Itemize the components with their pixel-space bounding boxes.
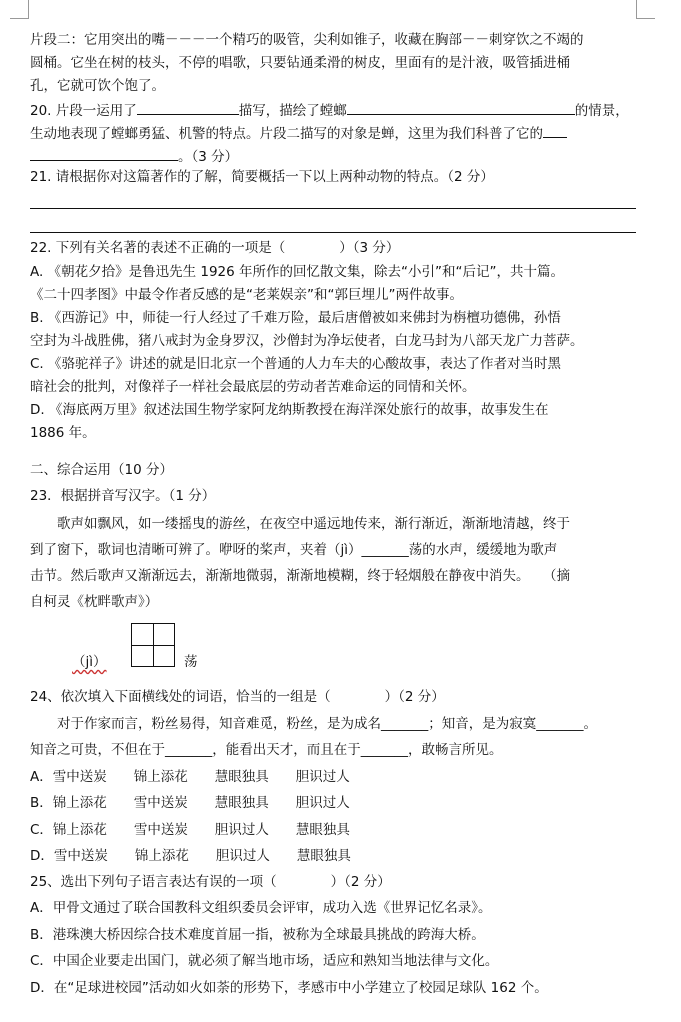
q20-line2 — [30, 122, 650, 144]
q20-line3 — [30, 145, 650, 167]
text-line-l26: 知音之可贵，不但在于_______，能看出天才，而且在于_______，敢畅言所见。 — [30, 742, 503, 758]
text-line-l25: 对于作家而言，粉丝易得，知音难觅，粉丝，是为成名_______；知音，是为寂寞_______。 — [30, 716, 597, 732]
text-line-l8: 22. 下列有关名著的表述不正确的一项是（ ）（3 分） — [30, 240, 400, 256]
q20-text-d: 生动地表现了螳螂勇猛、机警的特点。片段二描写的对象是蝉，这里为我们科普了它的 — [30, 126, 543, 142]
text-line-l28: B．锦上添花 雪中送炭 慧眼独具 胆识过人 — [30, 795, 350, 811]
answer-line-1[interactable] — [30, 208, 636, 209]
text-line-l35: D．在“足球进校园”活动如火如荼的形势下，孝感市中小学建立了校园足球队 162 个。 — [30, 980, 548, 996]
text-line-l16: 1886 年。 — [30, 425, 96, 441]
pinyin-label — [72, 652, 107, 672]
tianzige-box[interactable] — [131, 623, 175, 667]
text-line-l18: 23．根据拼音写汉字。（1 分） — [30, 488, 216, 504]
text-line-l1: 片段二：它用突出的嘴－－－一个精巧的吸管，尖利如锥子，收藏在胸部－－刺穿饮之不竭的 — [30, 32, 584, 48]
text-line-l29: C．锦上添花 雪中送炭 胆识过人 慧眼独具 — [30, 822, 350, 838]
pinyin-text: （jì） — [72, 654, 107, 670]
text-line-l34: C．中国企业要走出国门，就必须了解当地市场，适应和熟知当地法律与文化。 — [30, 953, 499, 969]
text-line-l27: A．雪中送炭 锦上添花 慧眼独具 胆识过人 — [30, 769, 350, 785]
q20-blank-1[interactable] — [137, 99, 239, 115]
answer-line-2[interactable] — [30, 232, 636, 233]
text-line-l11: B. 《西游记》中，师徒一行人经过了千难万险，最后唐僧被如来佛封为栴檀功德佛，孙悟 — [30, 310, 561, 326]
q20-text-b: 描写，描绘了螳螂 — [238, 103, 347, 119]
text-line-l7: 21. 请根据你对这篇著作的了解，简要概括一下以上两种动物的特点。（2 分） — [30, 169, 494, 185]
text-line-l21: 击节。然后歌声又渐渐远去，渐渐地微弱，渐渐地模糊，终于轻烟般在静夜中消失。 （摘 — [30, 568, 570, 584]
text-line-l9: A. 《朝花夕拾》是鲁迅先生 1926 年所作的回忆散文集，除去“小引”和“后记”，共十篇。 — [30, 264, 564, 280]
text-line-l12: 空封为斗战胜佛，猪八戒封为金身罗汉，沙僧封为净坛使者，白龙马封为八部天龙广力菩萨。 — [30, 333, 584, 349]
text-line-l22: 自柯灵《枕畔歌声》） — [30, 594, 159, 610]
grid-following-char: 荡 — [184, 654, 198, 670]
q20-line1 — [30, 99, 650, 121]
text-line-l30: D．雪中送炭 锦上添花 胆识过人 慧眼独具 — [30, 848, 351, 864]
text-line-l32: A．甲骨文通过了联合国教科文组织委员会评审，成功入选《世界记忆名录》。 — [30, 900, 492, 916]
grid-vertical — [153, 624, 154, 666]
text-line-l24: 24、依次填入下面横线处的词语，恰当的一组是（ ）（2 分） — [30, 689, 445, 705]
q20-blank-3a[interactable] — [543, 122, 567, 138]
text-line-l13: C. 《骆驼祥子》讲述的就是旧北京一个普通的人力车夫的心酸故事，表达了作者对当时黑 — [30, 356, 562, 372]
q20-blank-2[interactable] — [347, 99, 575, 115]
corner-mark-left — [10, 0, 29, 19]
q20-text-c: 的情景， — [574, 103, 629, 119]
text-line-l3: 孔，它就可饮个饱了。 — [30, 78, 165, 94]
text-line-l15: D. 《海底两万里》叙述法国生物学家阿龙纳斯教授在海洋深处旅行的故事，故事发生在 — [30, 402, 549, 418]
text-line-l31: 25、选出下列句子语言表达有误的一项（ ）（2 分） — [30, 874, 391, 890]
q20-blank-3b[interactable] — [30, 145, 178, 161]
text-line-l33: B．港珠澳大桥因综合技术难度首屈一指，被称为全球最具挑战的跨海大桥。 — [30, 927, 485, 943]
text-line-l20: 到了窗下，歌词也清晰可辨了。咿呀的桨声，夹着（jì）_______荡的水声，缓缓地为歌声 — [30, 542, 558, 558]
text-line-l10: 《二十四孝图》中最令作者反感的是“老莱娱亲”和“郭巨埋儿”两件故事。 — [30, 287, 463, 303]
q20-text-e: 。（3 分） — [178, 149, 239, 165]
text-line-l17: 二、综合运用（10 分） — [30, 462, 173, 478]
q20-text-a: 20. 片段一运用了 — [30, 103, 137, 119]
text-line-l14: 暗社会的批判，对像祥子一样社会最底层的劳动者苦难命运的同情和关怀。 — [30, 379, 476, 395]
corner-mark-right — [636, 0, 655, 19]
text-line-l2: 圆桶。它坐在树的枝头，不停的唱歌，只要钻通柔滑的树皮，里面有的是汁液，吸管插进桶 — [30, 55, 570, 71]
q23-paragraph-line1: 歌声如飘风，如一缕摇曳的游丝，在夜空中遥远地传来，渐行渐近，渐渐地清越，终于 — [30, 516, 570, 532]
